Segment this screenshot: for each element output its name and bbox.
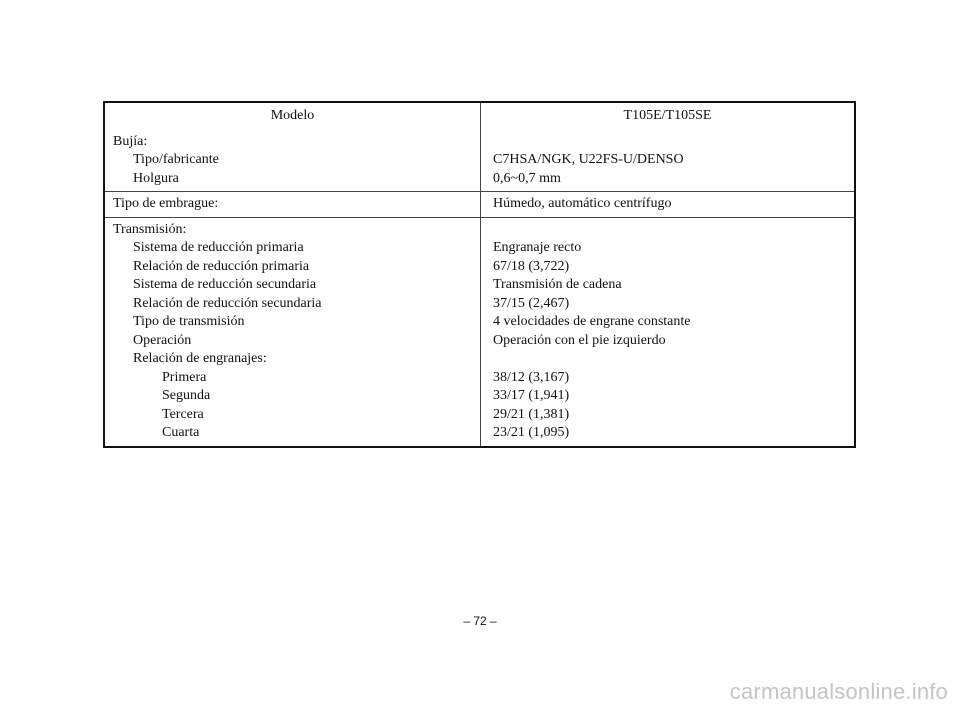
spec-label: Tipo/fabricante xyxy=(133,152,219,167)
spec-label: Primera xyxy=(162,369,207,385)
spec-value: 29/21 (1,381) xyxy=(493,406,570,422)
header-model-value: T105E/T105SE xyxy=(623,108,712,123)
spec-value: Operación con el pie izquierdo xyxy=(493,332,666,348)
spec-value: 38/12 (3,167) xyxy=(493,369,570,385)
spec-value: Transmisión de cadena xyxy=(493,277,622,292)
spec-label: Sistema de reducción primaria xyxy=(133,240,304,255)
spec-table xyxy=(103,101,856,448)
header-model-label: Modelo xyxy=(105,103,481,130)
spec-value: C7HSA/NGK, U22FS-U/DENSO xyxy=(493,152,684,167)
spec-label-cell xyxy=(105,218,481,446)
spec-group-title: Transmisión: xyxy=(113,221,187,237)
spec-label: Segunda xyxy=(162,388,211,403)
watermark-text: carmanualsonline.info xyxy=(729,679,948,704)
spec-value xyxy=(493,350,846,369)
table-row xyxy=(105,217,854,446)
spec-value: 67/18 (3,722) xyxy=(493,258,570,274)
spec-value-cell xyxy=(481,218,854,446)
spec-value-cell xyxy=(481,192,854,217)
spec-value: Húmedo, automático centrífugo xyxy=(493,196,672,211)
spec-value-cell xyxy=(481,130,854,192)
spec-group-title: Tipo de embrague: xyxy=(113,196,219,211)
spec-value xyxy=(493,133,846,152)
spec-value: 0,6~0,7 mm xyxy=(493,170,561,186)
spec-label: Sistema de reducción secundaria xyxy=(133,277,317,292)
spec-value: 33/17 (1,941) xyxy=(493,388,570,403)
spec-label: Tercera xyxy=(162,406,204,422)
spec-label: Holgura xyxy=(133,170,179,186)
table-row xyxy=(105,130,854,192)
spec-value xyxy=(493,221,846,240)
spec-label: Cuarta xyxy=(162,425,200,440)
spec-label: Operación xyxy=(133,332,192,348)
table-header-row xyxy=(105,103,854,130)
spec-label: Relación de reducción secundaria xyxy=(133,295,322,311)
spec-label: Relación de engranajes: xyxy=(133,351,267,366)
spec-group-title: Bujía: xyxy=(113,133,148,149)
spec-label: Relación de reducción primaria xyxy=(133,258,310,274)
spec-value: Engranaje recto xyxy=(493,240,582,255)
table-row xyxy=(105,191,854,217)
spec-value: 4 velocidades de engrane constante xyxy=(493,314,691,329)
spec-value: 37/15 (2,467) xyxy=(493,295,570,311)
spec-label-cell xyxy=(105,192,481,217)
spec-value: 23/21 (1,095) xyxy=(493,425,570,440)
spec-label: Tipo de transmisión xyxy=(133,314,245,329)
spec-label-cell xyxy=(105,130,481,192)
page-number: – 72 – xyxy=(463,614,497,628)
